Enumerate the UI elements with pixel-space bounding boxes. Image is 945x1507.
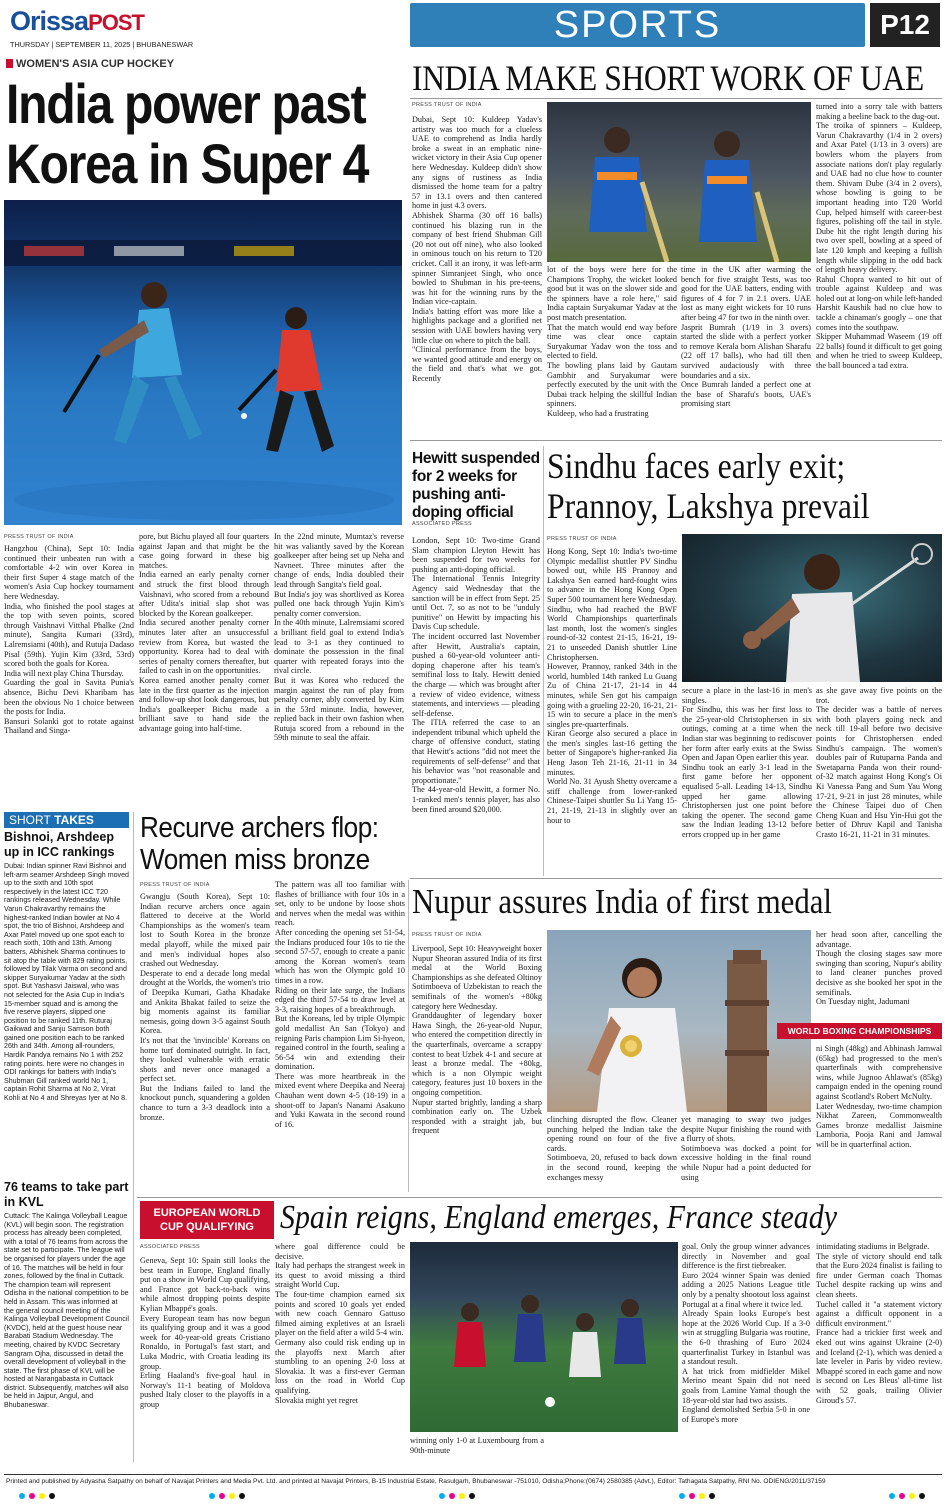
archers-headline: Recurve archers flop: Women miss bronze <box>140 812 379 876</box>
hewitt-headline: Hewitt suspended for 2 weeks for pushing anti-doping official <box>412 450 540 521</box>
footer-imprint: Printed and published by Adyasha Satpathy on behalf of Navajat Printers and Media Pvt. Ltd. and printed at Navajat Printers, B-15 Industrial Estate, Rasulgarh, Bhubaneswar -751010, Odisha;Phone:(0674) 2580385 (Advt.), Editor: Tathagata Satpathy, RNI No. ODIENG/2011/37159 <box>6 1478 826 1485</box>
nupur-col1: Liverpool, Sept 10: Heavyweight boxer Nupur Sheoran assured India of its first medal at the World Boxing Championships as she defeated Oltinoy Sotimboeva of Uzbekistan to reach the semifinals of the women's +80kg category here Wednesday. Granddaughter of legendary boxer Hawa Singh, the 26-year-old Nupur, who entered the competition directly in the quarterfinals, overcame a scrappy contest to beat Uzbek 4-1 and secure at least a bronze medal. The +80kg, which is a non Olympic weight category, features just 10 boxers in the ongoing competition. Nupur started brightly, landing a sharp combination early on. The Uzbek responded with a straight jab, but frequent <box>412 944 542 1136</box>
spain-headline: Spain reigns, England emerges, France steady <box>280 1199 838 1236</box>
short-h2: 76 teams to take part in KVL <box>4 1180 129 1209</box>
uae-col1: Dubai, Sept 10: Kuldeep Yadav's artistry was too much for a clueless UAE to comprehend as India hardly broke a sweat in an emphatic nine-wicket victory in their Asia Cup opener here Wednesday. Kuldeep didn't show any signs of rustiness as India dismissed the home team for a paltry 57 in 13.1 overs and then cantered home in just 4.3 overs. Abhishek Sharma (30 off 16 balls) continued his blazing run in the company of best friend Shubman Gill (20 not out off nine), who also looked in ominous touch on his return to T20 cricket. Call it an irony, it was left-arm spinner Simranjeet Singh, who once bowled to Shubman in his pre-teens, was hit for the winning runs by the Indian vice-captain. India's batting effort was more like a highlights package and a glorified net session with UAE bowlers having very little clue on where to pitch the ball. "Clinical performance from the boys, we wanted good attitude and energy on the field and that's what we got. Recently <box>412 115 542 384</box>
spain-col5: intimidating stadiums in Belgrade. The style of victory should end talk that the Euro 2024 finalist is failing to fire under German coach Thomas Tuchel despite racking up wins and clean sheets. Tuchel called it "a statement victory against a difficult opponent in a difficult environment." France had a trickier first week and eked out wins against Ukraine (2-0) and Iceland (2-1), which was denied a late leveler in Paris by video review. Mbappé scored in each game and now is second on Les Bleus' all-time list with 52 goals, trailing Olivier Giroud's 57. <box>816 1242 942 1405</box>
short-b1: Dubai: Indian spinner Ravi Bishnoi and left-arm seamer Arshdeep Singh moved up to the sixth and 10th spot respectively in the latest ICC T20 rankings released Wednesday. While Varun Chakravarthy remains the highest-ranked Indian bowler at No 4 spot, the trio of Bishnoi, Arshdeep and Axar Patel moved up one spot each to reach sixth, 10th and 13th. Among batters, Abhishek Sharma continues to sit atop the table with 829 rating points, followed by Tilak Varma on second and skipper Suryakumar Yadav at the sixth spot. But Yashasvi Jaiswal, who was not selected for the Asia Cup in India's 15-member squad and is among the five reserve players, slipped one position to be ranked 11th. Ruturaj Gaikwad and Sanju Samson both gained one position each to be ranked 26th and 34th. Among all-rounders, Hardik Pandya remains No 1 with 252 rating points. here were no changes in ODI rankings for batters with India's Shubman Gill ranked world No 1, captain Rohit Sharma at No 2, Virat Kohli at No 4 and Shreyas Iyer at No 8. <box>4 862 129 1103</box>
logo <box>10 6 144 37</box>
nupur-col2: clinching disrupted the flow. Cleaner punching helped the Indian take the opening round on four of the five cards. Sotimboeva, 20, refused to back down in the second round, keeping the exchanges messy <box>547 1115 677 1182</box>
color-registration-icon <box>0 1490 945 1502</box>
short-divider <box>133 812 134 1462</box>
archers-divider <box>408 880 409 1192</box>
nupur-bottom-rule <box>137 1197 942 1198</box>
sindhu-col3: as she gave away five points on the trot. The decider was a battle of nerves with both players going neck and neck till 19-all before two decisive points for Christophersen ended Sindhu's campaign. The women's doubles pair of Rutuparna Panda and Swetaparna Panda won their round-of-32 match against Hong Kong's Oi Ki Vanessa Pang and Sum Yau Wong 17-21, 9-21 in just 28 minutes, while the Chinese Taipei duo of Chen Cheng Kuan and Hsu Yin-Hui got the better of Dhruv Kapil and Tanisha Crasto 16-21, 11-21 in 31 minutes. <box>816 686 942 839</box>
sindhu-col1: Hong Kong, Sept 10: India's two-time Olympic medallist shuttler PV Sindhu bowed out, while HS Prannoy and Lakshya Sen earned hard-fought wins to advance in the Hong Kong Open Super 500 tournament here Wednesday. Sindhu, who had reached the BWF World Championships quarterfinals last month, lost the women's singles round-of-32 contest 21-15, 16-21, 19-21 to unseeded Danish shuttler Line Christophersen. However, Prannoy, ranked 34th in the world, humbled 14th ranked Lu Guang Zu of China 21-17, 21-14 in 44 minutes, while Sen got his campaign going with a grueling 22-20, 16-21, 21-15 win to secure a place in the men's singles pre-quarterfinals. Kiran George also secured a place in the men's singles last-16 getting the better of Singapore's higher-ranked Jia Heng Jason Teh 21-16, 21-11 in 34 minutes. World No. 31 Ayush Shetty overcame a stiff challenge from lower-ranked Chinese-Taipei shuttler Su Li Yang 15-21, 21-19, 21-13 in slightly over an hour to <box>547 547 677 825</box>
uae-bottom-rule <box>410 440 942 441</box>
hockey-col1: Hangzhou (China), Sept 10: India continued their unbeaten run with a comfortable 4-2 win over Korea in their first Super 4 stage match of the women's Asia Cup hockey tournament here Wednesday. India, who finished the pool stages at the top with seven points, scored through Vaishnavi Vitthal Phalke (2nd minute), Sangita Kumari (33rd), Lalremsiami (40th), and Rutuja Dadaso Pisal (59th). Yujin Kim (33rd, 53rd) scored both the goals for Korea. India will next play China Thursday. Guarding the goal in Savita Punia's absence, Bichu Devi Kharibam has been the obvious No 1 choice between the posts for India. Bansuri Solanki got to rotate against Thailand and Singa- <box>4 544 134 736</box>
spain-photo-art <box>410 1242 678 1432</box>
hockey-kicker <box>6 58 174 70</box>
spain-badge: EUROPEAN WORLD CUP QUALIFYING <box>140 1201 274 1239</box>
nupur-headline: Nupur assures India of first medal <box>412 882 832 921</box>
kicker-marker <box>6 59 13 68</box>
hewitt-divider <box>543 446 544 876</box>
hockey-col2: pore, but Bichu played all four quarters against Japan and that might be the case going forward in these big matches. India earned an early penalty corner and struck the first blood through Vaishnavi, who scored from a rebound after Udita's initial slap shot was blocked by the Korean goalkeeper. India secured another penalty corner minutes later after an unsuccessful review from Korea, but wasted the opportunity. Korea had to deal with series of penalty corners thereafter, but failed to cash in on the opportunities. Korea earned another penalty corner late in the first quarter as the injection and follow-up shot look dangerous, but India's goalkeeper Bichu made a brilliant save to hand side the advantage going into half-time. <box>139 532 269 733</box>
section-title: SPORTS <box>553 4 722 46</box>
archers-col2: The pattern was all too familiar with flashes of brilliance with four 10s in a set, only to be undone by loose shots and nerves when the medal was within reach. After conceding the opening set 51-54, the Indians produced four 10s to tie the second 57-57, enough to create a panic among the Korean women's team which has won the Olympic gold 10 times in a row. Riding on their late surge, the Indians edged the third 57-54 to draw level at 3-3, raising hopes of a breakthrough. But the Koreans, led by triple Olympic gold medallist An San (Tokyo) and reigning Paris champion Lim Si-hyeon, regained control in the fourth, sealing a 56-54 win and extending their domination. There was more heartbreak in the mixed event where Deepika and Neeraj Chauhan went down 4-5 (18-19) in a shoot-off to Japan's Nanami Asakuno and Yuki Kawata in the second round of 16. <box>275 880 405 1129</box>
hockey-photo-art <box>4 200 402 525</box>
nupur-credit: PRESS TRUST OF INDIA <box>412 932 482 938</box>
sindhu-bottom-rule <box>410 878 942 879</box>
uae-col2: lot of the boys were here for the Champions Trophy, the wicket looked good but it was on the slower side and the spinners have a role here," said India captain Suryakumar Yadav at the post match presentation. That the match would end way before time was clear once captain Suryakumar Yadav won the toss and elected to field. The bowling plans laid by Gautam Gambhir and Suryakumar were perfectly executed by the unit with the Dubai track helping the skillful Indian spinners. Kuldeep, who had a frustrating <box>547 265 677 418</box>
uae-rule <box>410 98 942 99</box>
masthead-date: THURSDAY | SEPTEMBER 11, 2025 | BHUBANESWAR <box>10 40 194 49</box>
hockey-kicker-text: WOMEN'S ASIA CUP HOCKEY <box>16 58 175 70</box>
sindhu-photo <box>682 534 942 682</box>
sindhu-credit: PRESS TRUST OF INDIA <box>547 536 617 542</box>
logo-post: POST <box>88 10 144 35</box>
sindhu-headline: Sindhu faces early exit; Prannoy, Lakshya prevail <box>547 446 870 526</box>
hockey-col3: In the 22nd minute, Mumtaz's reverse hit was valiantly saved by the Korean goalkeeper after being set up Neha and Navneet. Three minutes after the change of ends, India doubled their lead through Sangita's field goal. But India's joy was shortlived as Korea pulled one back through Yujin Kim's penalty corner conversion. In the 40th minute, Lalremsiami scored a brilliant field goal to extend India's lead to 3-1 as they continued to dominate the possession in the final quarter with repeated forays into the rival circle. But it was Korea who reduced the margin against the run of play from penalty corner, ably converted by Kim in the 53rd minute. India, however, replied back in their own fashion when Rutuja scored from a rebound in the 59th minute to seal the affair. <box>274 532 404 743</box>
nupur-photo <box>547 930 811 1112</box>
nupur-photo-art <box>547 930 811 1112</box>
hewitt-credit: ASSOCIATED PRESS <box>412 521 473 527</box>
spain-credit: ASSOCIATED PRESS <box>140 1244 201 1250</box>
logo-orissa: Orissa <box>10 6 89 36</box>
nupur-col4b: ni Singh (48kg) and Abhinash Jamwal (65kg) had progressed to the men's quarterfinals with comprehensive wins, while Jugnoo Ahlawat's (85kg) campaign ended in the opening round against Scotland's Robert McNulty. Later Wednesday, two-time champion Nikhat Zareen, Commonwealth Games bronze medallist Jaismine Lamboria, Pooja Rani and Jamwal will be in quarterfinal action. <box>816 1044 942 1149</box>
nupur-badge: WORLD BOXING CHAMPIONSHIPS <box>777 1023 942 1039</box>
page-number: P12 <box>870 3 940 47</box>
masthead <box>0 0 945 56</box>
short-takes-b: TAKES <box>54 813 94 827</box>
uae-headline: INDIA MAKE SHORT WORK OF UAE <box>412 58 924 98</box>
short-takes-label <box>4 812 129 828</box>
short-takes-a: SHORT <box>9 813 51 827</box>
uae-col3: time in the UK after warming the bench for five straight Tests, was too good for the UAE batters, ending with figures of 4 for 7 in 2.1 overs. UAE lost as many eight wickets for 10 runs after being 47 for two in the ninth over. Jasprit Bumrah (1/19 in 3 overs) started the slide with a perfect yorker to remove Kerala born Alishan Sharafu (22 off 17 balls), who had till then survived audaciously with three boundaries and a six. Once Bumrah landed a perfect one at the base of Sharafu's boots, UAE's promising start <box>681 265 811 409</box>
short-b2: Cuttack: The Kalinga Volleyball League (KVL) will begin soon. The registration process has already been completed, with a total of 76 teams from across the state set to participate. The league will be organised for players under the age of 16. The matches will be held in four zones, followed by the final in Cuttack. The champion team will represent Odisha in the national competition to be held in Assam. This was informed at the general council meeting of the Kalinga Volleyball Development Council (KVDC), held at the guest house near Barabati Stadium Wednesday. The meeting, chaired by KVDC Secretary Sangram Ojha, discussed in detail the overall development of volleyball in the state. The first phase of KVL will be hosted at Narangabasta in Cuttack district. Subsequently, matches will also be held in Jajpur, Angul, and Bhubaneswar. <box>4 1212 129 1410</box>
uae-photo <box>547 102 811 262</box>
sindhu-col2: secure a place in the last-16 in men's singles. For Sindhu, this was her first loss to the 25-year-old Christophersen in six outings, coming at a time when the Indian star was beginning to rediscover her form after early exits at the Swiss Open and Japan Open earlier this year. Sindhu took an early 3-1 lead in the first game before her opponent equalised 5-all. Leading 14-13, Sindhu upped her game allowing Christophersen just one point before taking the opener. The second game saw the Indian leading 13-12 before errors cropped up in her game <box>682 686 812 839</box>
archers-credit: PRESS TRUST OF INDIA <box>140 882 210 888</box>
registration-marks <box>0 1489 945 1501</box>
hockey-credit: PRESS TRUST OF INDIA <box>4 534 74 540</box>
archers-col1: Gwangju (South Korea), Sept 10: Indian recurve archers once again flattered to deceive at the World Championships as the women's team lost to South Korea in the bronze medal playoff, while the mixed pair and men's individual hopes also crashed out Wednesday. Desperate to end a decade long medal drought at the Worlds, the women's trio of Deepika Kumari, Gatha Khadake and Ankita Bhakat failed to seize the big moments against its familiar nemesis, going down 3-5 against South Korea. It's not that the 'invincible' Koreans on home turf dominated outright. In fact, they looked vulnerable with erratic shots and never once managed a perfect set. But the Indians failed to land the knockout punch, squandering a golden chance to turn a 3-3 deadlock into a bronze. <box>140 892 270 1122</box>
spain-photo <box>410 1242 678 1432</box>
hockey-headline: India power past Korea in Super 4 <box>6 72 369 195</box>
nupur-col3: yet managing to sway two judges despite Nupur finishing the round with a flurry of shots. Sotimboeva was docked a point for excessive holding in the final round while Nupur had a point deducted for using <box>681 1115 811 1182</box>
hockey-photo <box>4 200 402 525</box>
spain-col2: where goal difference could be decisive. Italy had perhaps the strangest week in its quest to avoid missing a third straight World Cup. The four-time champion earned six points and scored 10 goals yet ended with new coach Gennaro Gattuso filmed aiming expletives at an Israeli player on the field after a wild 5-4 win. Germany also could risk ending up in the playoffs next March after stumbling to an opening 2-0 loss at Slovakia. It was a first-ever German loss on the road in World Cup qualifying. Slovakia might yet regret <box>275 1242 405 1405</box>
hewitt-body: London, Sept 10: Two-time Grand Slam champion Lleyton Hewitt has been suspended for two weeks for pushing an anti-doping official. The International Tennis Integrity Agency said Wednesday that the sanction will be in effect from Sept. 25 until Oct. 7, so as not to be "unduly punitive" on Hewitt by impacting his Davis Cup schedule. The incident occurred last November after Hewitt, Australia's captain, pushed a 60-year-old volunteer anti-doping chaperone after his team's semifinal loss to Italy. Hewitt denied the charge — which was brought after a review of video evidence, witness statements, and interviews — pleading self-defense. The ITIA referred the case to an independent tribunal which upheld the charge of offensive conduct, stating that Hewitt's actions "did not meet the requirements of self-defense" and that his behavior was "not reasonable and proportionate." The 44-year-old Hewitt, a former No. 1-ranked men's tennis player, has also been fined around $20,000. <box>412 536 540 814</box>
spain-col3: winning only 1-0 at Luxembourg from a 90th-minute <box>410 1436 544 1455</box>
uae-photo-art <box>547 102 811 262</box>
uae-col4: turned into a sorry tale with batters making a beeline back to the dug-out. The troika of spinners – Kuldeep, Varun Chakravarthy (1/4 in 2 overs) and Axar Patel (1/13 in 3 overs) are bowlers whom the players from associate nations don't play regularly and UAE had no clue how to counter them. Shivam Dube (3/4 in 2 overs), whose bowling is going to be important heading into T20 World Cup, helped himself with career-best figures, polishing off the tail in style. Dube hit the right length during his two over spell, bowling at a speed of late 120 kmph and keeping a fullish length while slipping in the odd back of length heavy delivery. Rahul Chopra wanted to hit out of trouble against Kuldeep and was holed out at long-on while left-handed Harshit Kaushik had no clue how to tackle a chinaman's googly – one that comes into the southpaw. Skipper Muhammad Waseem (19 off 22 balls) found it difficult to get going and when he tried to sweep Kuldeep, the ball bounced a tad extra. <box>816 102 942 371</box>
section-banner <box>410 3 865 47</box>
short-h1: Bishnoi, Arshdeep up in ICC rankings <box>4 830 115 859</box>
nupur-col4a: her head soon after, cancelling the advantage. Though the closing stages saw more swinging than scoring, Nupur's ability to land cleaner punches proved decisive as she booked her spot in the semifinals. On Tuesday night, Jadumani <box>816 930 942 1007</box>
footer-rule <box>4 1474 942 1475</box>
spain-col4: goal. Only the group winner advances directly in November and goal difference is the first tiebreaker. Euro 2024 winner Spain was denied adding a 2025 Nations League title only by a penalty shootout loss against Portugal at a final where it twice led. Already Spain looks Europe's best hope at the 2026 World Cup. If a 3-0 win at struggling Bulgaria was routine, the 6-0 thrashing of Euro 2024 quarterfinalist Turkey in Istanbul was a standout result. A hat trick from midfielder Mikel Merino meant Spain did not need goals from Lamine Yamal though the 18-year-old star had two assists. England demolished Serbia 5-0 in one of Europe's more <box>682 1242 810 1424</box>
sindhu-photo-art <box>682 534 942 682</box>
uae-credit: PRESS TRUST OF INDIA <box>412 102 482 108</box>
spain-col1: Geneva, Sept 10: Spain still looks the best team in Europe, England finally put on a show in World Cup qualifying, and France got back-to-back wins while almost dropping points despite Kylian Mbappé's goals. Every European team has now begun its qualifying group and it was a good week for 40-year-old greats Cristiano Ronaldo, in Portugal's fast start, and Luka Modric, with Croatia leading its group. Erling Haaland's five-goal haul in Norway's 11-1 beating of Moldova pushed Italy closer to the playoffs in a group <box>140 1256 270 1409</box>
